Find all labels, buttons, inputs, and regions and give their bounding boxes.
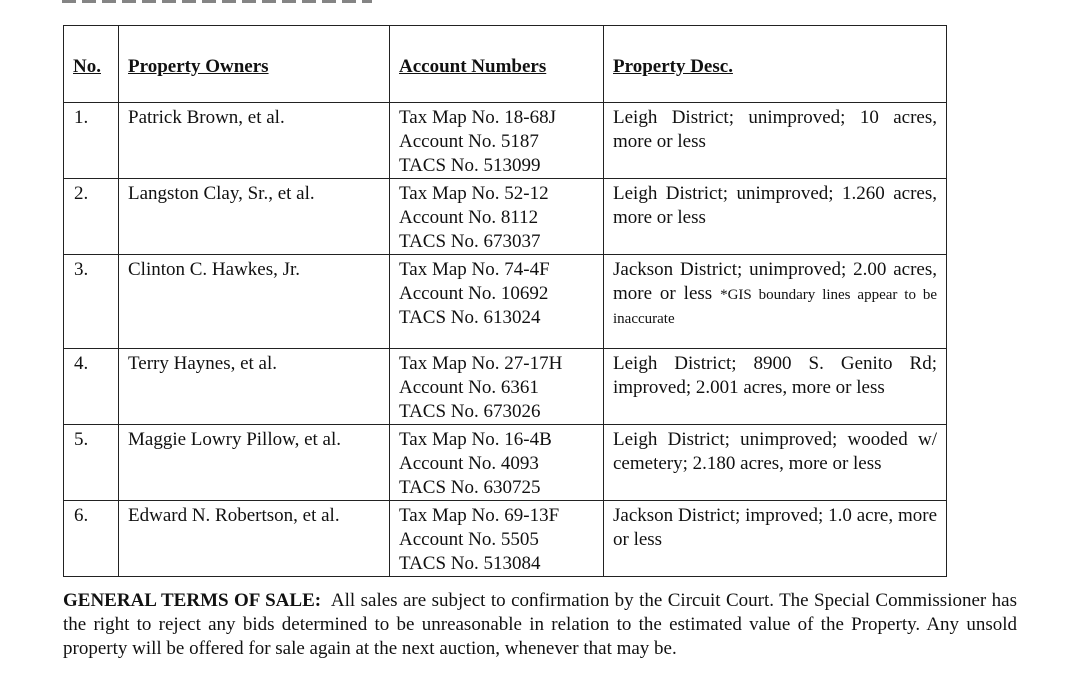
tax-map-number: Tax Map No. 69-13F	[399, 505, 560, 526]
table-header-row	[64, 26, 947, 103]
account-numbers-cell	[390, 255, 604, 349]
property-owner: Terry Haynes, et al.	[119, 349, 390, 425]
account-number: Account No. 6361	[399, 377, 539, 398]
account-numbers-cell	[390, 501, 604, 577]
table-row	[64, 425, 947, 501]
gis-boundary-note: *GIS boundary lines appear to be inaccurate	[613, 287, 938, 327]
tax-map-number: Tax Map No. 52-12	[399, 183, 549, 204]
table-row	[64, 179, 947, 255]
tacs-number: TACS No. 673037	[399, 231, 541, 252]
row-number: 5.	[64, 425, 119, 501]
property-owner: Langston Clay, Sr., et al.	[119, 179, 390, 255]
header-property-desc: Property Desc.	[604, 26, 947, 103]
property-owner: Edward N. Robertson, et al.	[119, 501, 390, 577]
property-description: Jackson District; improved; 1.0 acre, more or less	[604, 501, 947, 577]
row-number: 3.	[64, 255, 119, 349]
general-terms-paragraph	[63, 589, 1017, 661]
property-description: Leigh District; unimproved; wooded w/ cemetery; 2.180 acres, more or less	[604, 425, 947, 501]
terms-heading: GENERAL TERMS OF SALE:	[63, 590, 322, 611]
property-owner: Clinton C. Hawkes, Jr.	[119, 255, 390, 349]
property-description: Leigh District; 8900 S. Genito Rd; improved; 2.001 acres, more or less	[604, 349, 947, 425]
account-number: Account No. 8112	[399, 207, 539, 228]
account-numbers-cell	[390, 349, 604, 425]
property-description: Leigh District; unimproved; 1.260 acres, more or less	[604, 179, 947, 255]
account-number: Account No. 5187	[399, 131, 539, 152]
property-description: Jackson District; unimproved; 2.00 acres, more or less	[613, 259, 937, 304]
account-number: Account No. 10692	[399, 283, 549, 304]
header-no: No.	[64, 26, 119, 103]
row-number: 6.	[64, 501, 119, 577]
account-numbers-cell	[390, 179, 604, 255]
property-table	[63, 25, 947, 577]
tax-map-number: Tax Map No. 27-17H	[399, 353, 563, 374]
table-row	[64, 349, 947, 425]
property-description-cell	[604, 255, 947, 349]
table-row	[64, 501, 947, 577]
row-number: 2.	[64, 179, 119, 255]
row-number: 4.	[64, 349, 119, 425]
account-numbers-cell	[390, 425, 604, 501]
account-number: Account No. 5505	[399, 529, 539, 550]
tax-map-number: Tax Map No. 16-4B	[399, 429, 552, 450]
table-row	[64, 103, 947, 179]
account-number: Account No. 4093	[399, 453, 539, 474]
tacs-number: TACS No. 673026	[399, 401, 541, 422]
header-property-owners: Property Owners	[119, 26, 390, 103]
tacs-number: TACS No. 613024	[399, 307, 541, 328]
tacs-number: TACS No. 630725	[399, 477, 541, 498]
tax-map-number: Tax Map No. 18-68J	[399, 107, 556, 128]
property-owner: Patrick Brown, et al.	[119, 103, 390, 179]
tax-map-number: Tax Map No. 74-4F	[399, 259, 550, 280]
top-text-fragment	[62, 0, 372, 3]
table-row	[64, 255, 947, 349]
row-number: 1.	[64, 103, 119, 179]
tacs-number: TACS No. 513084	[399, 553, 541, 574]
terms-body: All sales are subject to confirmation by the Circuit Court. The Special Commissioner has the right to reject any bids determined to be unreasonable in relation to the estimated value of the Property. Any unsold property will be offered for sale again at the next auction, whenever that may be.	[63, 590, 1018, 659]
property-owner: Maggie Lowry Pillow, et al.	[119, 425, 390, 501]
tacs-number: TACS No. 513099	[399, 155, 541, 176]
property-description: Leigh District; unimproved; 10 acres, more or less	[604, 103, 947, 179]
account-numbers-cell	[390, 103, 604, 179]
header-account-numbers: Account Numbers	[390, 26, 604, 103]
